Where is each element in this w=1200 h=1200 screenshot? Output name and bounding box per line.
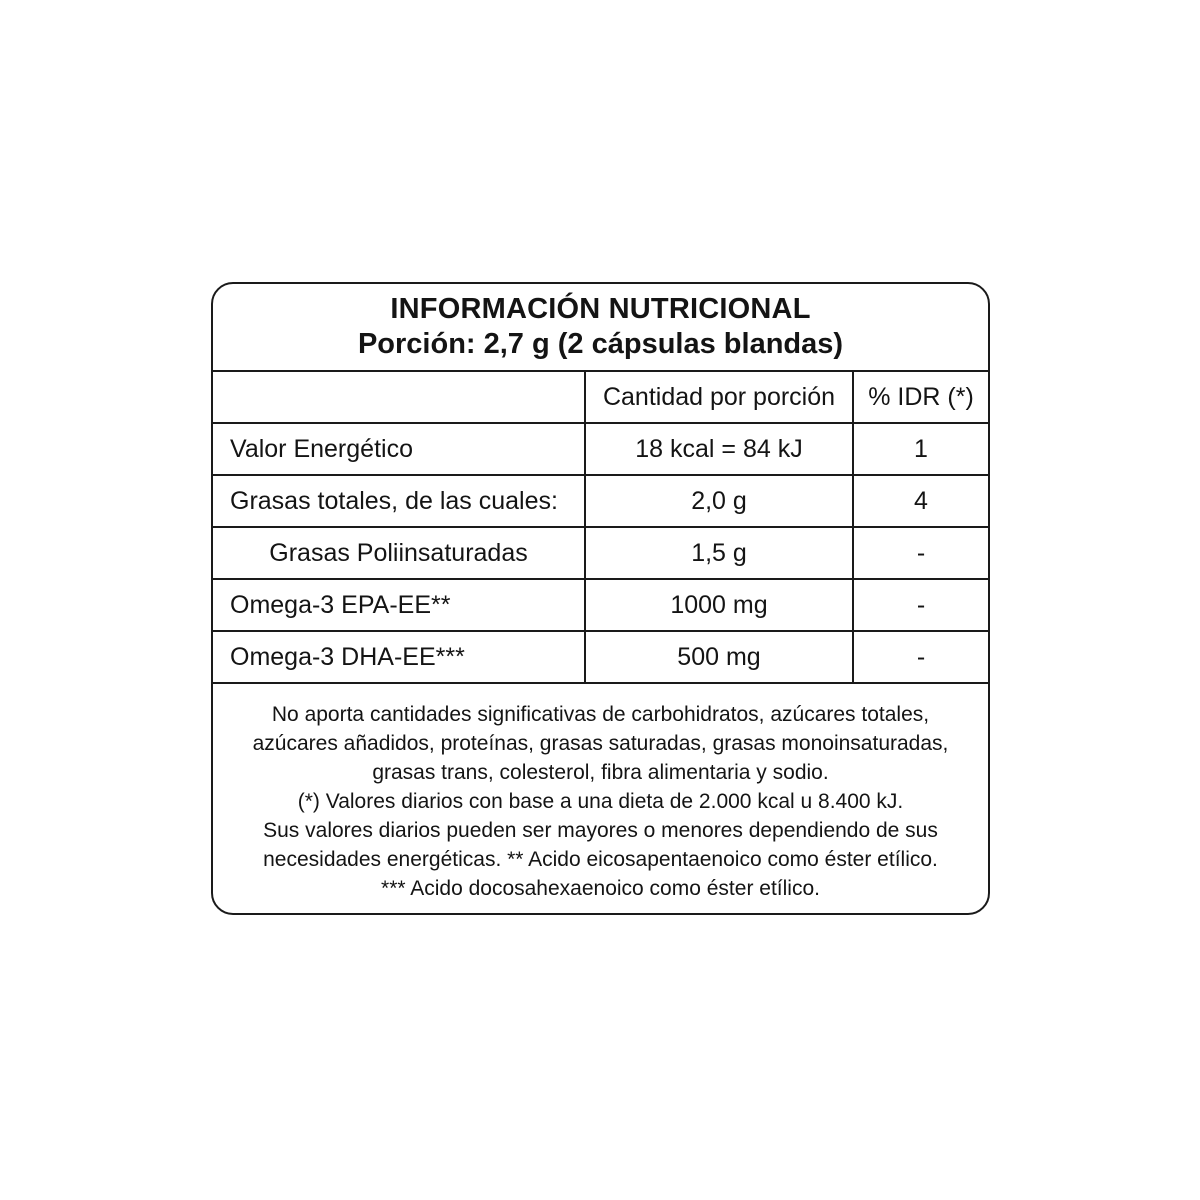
footnote-line: *** Acido docosahexaenoico como éster etílico. [381,877,820,900]
amount-value: 18 kcal = 84 kJ [584,424,852,474]
nutrition-facts-card [211,282,990,915]
amount-value: 500 mg [584,632,852,682]
nutrient-label: Omega-3 EPA-EE** [230,590,451,619]
idr-value: - [852,580,988,630]
idr-value: - [852,632,988,682]
nutrition-title: INFORMACIÓN NUTRICIONAL [390,293,811,325]
header-amount-cell: Cantidad por porción [584,372,852,422]
table-header-row [213,372,988,424]
idr-value: - [852,528,988,578]
footnotes-section [213,684,988,913]
footnote-line: azúcares añadidos, proteínas, grasas saturadas, grasas monoinsaturadas, [252,732,949,755]
footnote-line: grasas trans, colesterol, fibra alimentaria y sodio. [372,761,829,784]
table-row [213,424,988,476]
nutrient-label: Omega-3 DHA-EE*** [230,642,465,671]
table-row [213,580,988,632]
footnote-line: necesidades energéticas. ** Acido eicosapentaenoico como éster etílico. [263,848,938,871]
amount-value: 2,0 g [584,476,852,526]
table-row [213,632,988,684]
idr-value: 1 [852,424,988,474]
header-idr-cell: % IDR (*) [852,372,988,422]
footnote-line: Sus valores diarios pueden ser mayores o menores dependiendo de sus [263,819,938,842]
nutrient-label: Grasas Poliinsaturadas [269,538,528,567]
amount-value: 1000 mg [584,580,852,630]
nutrient-label: Valor Energético [230,434,413,463]
serving-size: Porción: 2,7 g (2 cápsulas blandas) [357,328,844,360]
footnote-line: No aporta cantidades significativas de carbohidratos, azúcares totales, [271,703,930,726]
idr-value: 4 [852,476,988,526]
table-row [213,528,988,580]
amount-value: 1,5 g [584,528,852,578]
table-row [213,476,988,528]
nutrient-label: Grasas totales, de las cuales: [230,486,558,515]
footnote-line: (*) Valores diarios con base a una dieta de 2.000 kcal u 8.400 kJ. [297,790,904,813]
header-blank-cell [213,372,584,422]
nutrition-header [213,284,988,372]
nutrition-table [213,372,988,684]
